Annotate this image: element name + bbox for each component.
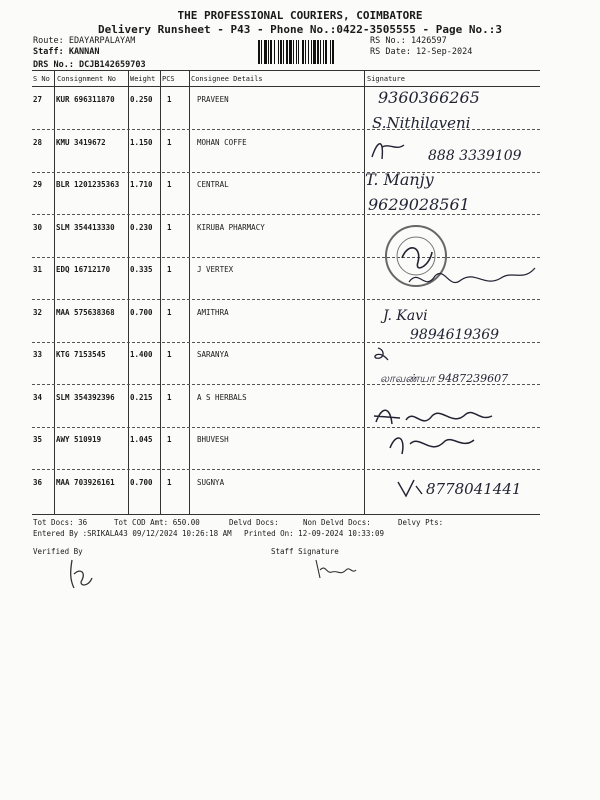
barcode-image xyxy=(258,40,366,64)
signature-scribble xyxy=(368,135,408,165)
cell-pcs: 1 xyxy=(167,180,172,189)
handwritten-phone: 9360366265 xyxy=(378,88,480,107)
cell-consignee: SARANYA xyxy=(197,350,229,359)
company-title: THE PROFESSIONAL COURIERS, COIMBATORE xyxy=(177,9,423,22)
cell-consignee: A S HERBALS xyxy=(197,392,247,402)
handwritten-phone: 888 3339109 xyxy=(428,148,522,164)
col-header-consignee: Consignee Details xyxy=(191,75,263,83)
cell-consignee: SUGNYA xyxy=(197,477,225,487)
entered-by: Entered By :SRIKALA43 09/12/2024 10:26:18 AM xyxy=(33,529,232,538)
cell-pcs: 1 xyxy=(167,350,172,359)
cell-sno: 29 xyxy=(33,180,43,189)
cell-pcs: 1 xyxy=(167,477,172,487)
cell-pcs: 1 xyxy=(167,435,172,444)
cell-consignee: PRAVEEN xyxy=(197,95,229,104)
cell-consignee: CENTRAL xyxy=(197,180,229,189)
verified-by-label: Verified By xyxy=(33,547,83,556)
cell-consignee: AMITHRA xyxy=(197,307,229,317)
cell-consignee: BHUVESH xyxy=(197,435,229,444)
cell-pcs: 1 xyxy=(167,222,172,232)
cell-weight: 1.150 xyxy=(130,137,153,147)
table-top-rule xyxy=(32,70,540,71)
signature-scribble xyxy=(372,344,392,364)
cell-weight: 0.335 xyxy=(130,265,153,274)
cell-weight: 1.400 xyxy=(130,350,153,359)
cell-weight: 1.045 xyxy=(130,435,153,444)
signature-scribble xyxy=(370,400,520,464)
col-header-weight: Weight xyxy=(130,75,156,83)
handwritten-phone: 9629028561 xyxy=(368,195,470,214)
cell-pcs: 1 xyxy=(167,307,172,317)
cell-weight: 0.250 xyxy=(130,95,153,104)
cell-consignee: KIRUBA PHARMACY xyxy=(197,222,265,232)
staff-signature-label: Staff Signature xyxy=(271,547,339,556)
handwritten-name: J. Kavi xyxy=(383,308,428,324)
col-header-consignment: Consignment No xyxy=(57,75,117,83)
cell-pcs: 1 xyxy=(167,137,172,147)
cell-consignment: KMU 3419672 xyxy=(56,137,106,147)
verifier-signature xyxy=(66,558,96,592)
cell-consignment: KTG 7153545 xyxy=(56,350,106,359)
cell-sno: 33 xyxy=(33,350,43,359)
delivery-points: Delvy Pts: xyxy=(398,518,444,527)
cell-consignee: MOHAN COFFE xyxy=(197,137,247,147)
signature-scribble xyxy=(405,262,540,296)
cell-consignee: J VERTEX xyxy=(197,265,234,274)
staff-label: Staff: KANNAN xyxy=(33,47,100,57)
runsheet-title: Delivery Runsheet - P43 - Phone No.:0422-3505555 - Page No.:3 xyxy=(98,23,502,36)
row-separator xyxy=(32,469,540,470)
cell-sno: 28 xyxy=(33,137,43,147)
cell-consignment: BLR 1201235363 xyxy=(56,180,120,189)
rs-number: RS No.: 1426597 xyxy=(370,36,447,46)
cell-consignment: KUR 696311870 xyxy=(56,95,115,104)
cell-sno: 35 xyxy=(33,435,43,444)
cell-consignment: EDQ 16712170 xyxy=(56,265,111,274)
col-divider xyxy=(54,70,55,514)
cell-consignment: MAA 703926161 xyxy=(56,477,115,487)
handwritten-name: T. Manjy xyxy=(365,170,434,189)
cell-weight: 0.700 xyxy=(130,307,153,317)
handwritten-phone: 8778041441 xyxy=(426,480,522,498)
cell-sno: 34 xyxy=(33,392,43,402)
col-divider xyxy=(128,70,129,514)
cell-sno: 30 xyxy=(33,222,43,232)
cell-pcs: 1 xyxy=(167,95,172,104)
cell-consignment: MAA 575638368 xyxy=(56,307,115,317)
cell-consignment: SLM 354392396 xyxy=(56,392,115,402)
col-header-sno: S No xyxy=(33,75,50,83)
cell-weight: 1.710 xyxy=(130,180,153,189)
cell-consignment: SLM 354413330 xyxy=(56,222,115,232)
signature-scribble xyxy=(396,476,426,500)
table-header-rule xyxy=(32,86,540,87)
col-header-pcs: PCS xyxy=(162,75,175,83)
cell-weight: 0.215 xyxy=(130,392,153,402)
col-divider xyxy=(189,70,190,514)
handwritten-name-phone: லாவண்யா 9487239607 xyxy=(380,372,509,385)
cell-pcs: 1 xyxy=(167,392,172,402)
printed-on: Printed On: 12-09-2024 10:33:09 xyxy=(244,529,384,538)
col-divider xyxy=(364,70,365,514)
handwritten-name: S.Nithilaveni xyxy=(372,114,471,132)
staff-signature xyxy=(312,556,358,582)
row-separator xyxy=(32,257,540,258)
col-header-signature: Signature xyxy=(367,75,405,83)
cell-sno: 31 xyxy=(33,265,43,274)
drs-number: DRS No.: DCJB142659703 xyxy=(33,60,146,70)
cell-weight: 0.230 xyxy=(130,222,153,232)
col-divider xyxy=(160,70,161,514)
cell-sno: 32 xyxy=(33,307,43,317)
cell-sno: 27 xyxy=(33,95,43,104)
delivered-docs: Delvd Docs: xyxy=(229,518,279,527)
cell-consignment: AWY 510919 xyxy=(56,435,102,444)
cell-pcs: 1 xyxy=(167,265,172,274)
non-delivered-docs: Non Delvd Docs: xyxy=(303,518,371,527)
row-separator xyxy=(32,172,540,173)
table-bottom-rule xyxy=(32,514,540,515)
row-separator xyxy=(32,299,540,300)
row-separator xyxy=(32,214,540,215)
cell-sno: 36 xyxy=(33,477,43,487)
route-label: Route: EDAYARPALAYAM xyxy=(33,36,136,46)
total-cod-amount: Tot COD Amt: 650.00 xyxy=(114,518,200,527)
cell-weight: 0.700 xyxy=(130,477,153,487)
rs-date: RS Date: 12-Sep-2024 xyxy=(370,47,473,57)
handwritten-phone: 9894619369 xyxy=(410,327,500,343)
total-docs: Tot Docs: 36 xyxy=(33,518,88,527)
